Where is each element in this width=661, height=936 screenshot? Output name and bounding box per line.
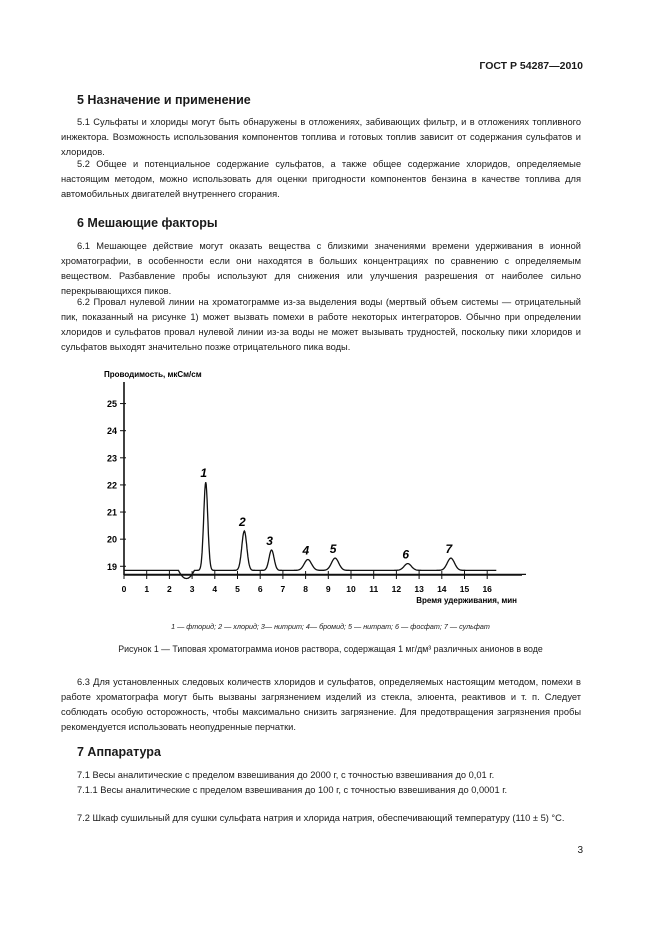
peak-label: 7	[445, 542, 453, 557]
x-tick-label: 3	[189, 584, 195, 594]
x-tick-label: 6	[257, 584, 263, 594]
y-tick-label: 20	[106, 534, 117, 545]
peak-label: 5	[329, 542, 337, 557]
x-tick-label: 4	[212, 584, 218, 594]
y-tick-label: 21	[106, 507, 117, 518]
y-tick-label: 22	[106, 480, 117, 491]
peak-label: 6	[402, 547, 410, 562]
x-tick-label: 14	[437, 584, 447, 594]
paragraph-6-1: 6.1 Мешающее действие могут оказать вещества с близкими значениями времени удерживания в ионной хроматографии, в особенности если они находятся в больших концентрациях по сравнению с определяемым веществом. Разбавление пробы используют для снижения или улучшения разрешения от наиболее сильно перекрывающихся пиков.	[61, 241, 581, 296]
chromatogram-trace	[124, 482, 496, 578]
standard-number: ГОСТ Р 54287—2010	[479, 60, 583, 72]
y-tick-label: 23	[106, 453, 117, 464]
x-tick-label: 1	[144, 584, 150, 594]
peak-label: 1	[200, 466, 208, 481]
paragraph-5-2: 5.2 Общее и потенциальное содержание сульфатов, а также общее содержание хлоридов, определяемые настоящим методом, можно использовать для оценки пригодности компонентов бензина в качестве топлива для автомобильных двигателей внутреннего сгорания.	[61, 159, 581, 199]
section-7-title: 7 Аппаратура	[77, 745, 161, 759]
section-5-title: 5 Назначение и применение	[77, 93, 251, 107]
x-tick-label: 0	[121, 584, 127, 594]
peak-label: 2	[238, 515, 246, 530]
paragraph-7-1: 7.1 Весы аналитические с пределом взвешивания до 2000 г, с точностью взвешивания до 0,01 г.	[77, 770, 495, 780]
x-tick-label: 16	[482, 584, 492, 594]
x-tick-label: 8	[303, 584, 308, 594]
paragraph-6-3: 6.3 Для установленных следовых количеств хлоридов и сульфатов, определяемых настоящим методом, помехи в работе хроматографа могут быть вызваны загрязнением изделий из стекла, элюента, реактивов и т. п. Следует соблюдать особую осторожность, чтобы максимально снизить загрязнение. Для предотвращения загрязнения пробы рекомендуется использовать неопудренные перчатки.	[61, 677, 581, 732]
figure-legend: 1 — фторид; 2 — хлорид; 3— нитрит; 4— бромид; 5 — нитрат; 6 — фосфат; 7 — сульфат	[171, 622, 490, 631]
x-tick-label: 7	[280, 584, 286, 594]
x-tick-label: 15	[459, 584, 470, 594]
y-tick-label: 19	[106, 561, 117, 572]
x-tick-label: 12	[391, 584, 402, 594]
paragraph-7-1-1: 7.1.1 Весы аналитические с пределом взвешивания до 100 г, с точностью взвешивания до 0,0001 г.	[77, 785, 508, 795]
x-tick-label: 9	[325, 584, 331, 594]
paragraph-6-2: 6.2 Провал нулевой линии на хроматограмме из-за выделения воды (мертвый объем системы — отрицательный пик, показанный на рисунке 1) может вызвать помехи в работе некоторых интеграторов. Обычно при определении хлоридов и сульфатов провал нулевой линии из-за воды не может вызывать трудностей, поскольку пики хлоридов и сульфатов выходят значительно позже отрицательного пика воды.	[61, 297, 581, 352]
y-axis-label: Проводимость, мкСм/см	[104, 370, 202, 379]
x-axis-label: Время удерживания, мин	[416, 596, 517, 605]
chromatogram-chart	[60, 365, 540, 615]
y-tick-label: 24	[106, 426, 117, 437]
page-number: 3	[577, 845, 583, 856]
peak-label: 3	[266, 534, 273, 549]
chromatogram-figure	[60, 365, 540, 620]
x-tick-label: 13	[414, 584, 424, 594]
paragraph-7-2: 7.2 Шкаф сушильный для сушки сульфата натрия и хлорида натрия, обеспечивающий температуру (110 ± 5) °С.	[77, 813, 565, 823]
x-tick-label: 10	[346, 584, 356, 594]
y-tick-label: 25	[106, 399, 117, 410]
section-6-title: 6 Мешающие факторы	[77, 216, 218, 230]
figure-caption: Рисунок 1 — Типовая хроматограмма ионов раствора, содержащая 1 мг/дм³ различных анионов в воде	[118, 644, 543, 654]
x-tick-label: 5	[235, 584, 240, 594]
x-tick-label: 2	[167, 584, 172, 594]
x-tick-label: 11	[369, 584, 379, 594]
paragraph-5-1: 5.1 Сульфаты и хлориды могут быть обнаружены в отложениях, забивающих фильтр, и в отложениях топливного инжектора. Возможность использования компонентов топлива и готовых топлив зависит от содержания сульфатов и хлоридов.	[61, 117, 581, 157]
peak-label: 4	[302, 543, 310, 558]
